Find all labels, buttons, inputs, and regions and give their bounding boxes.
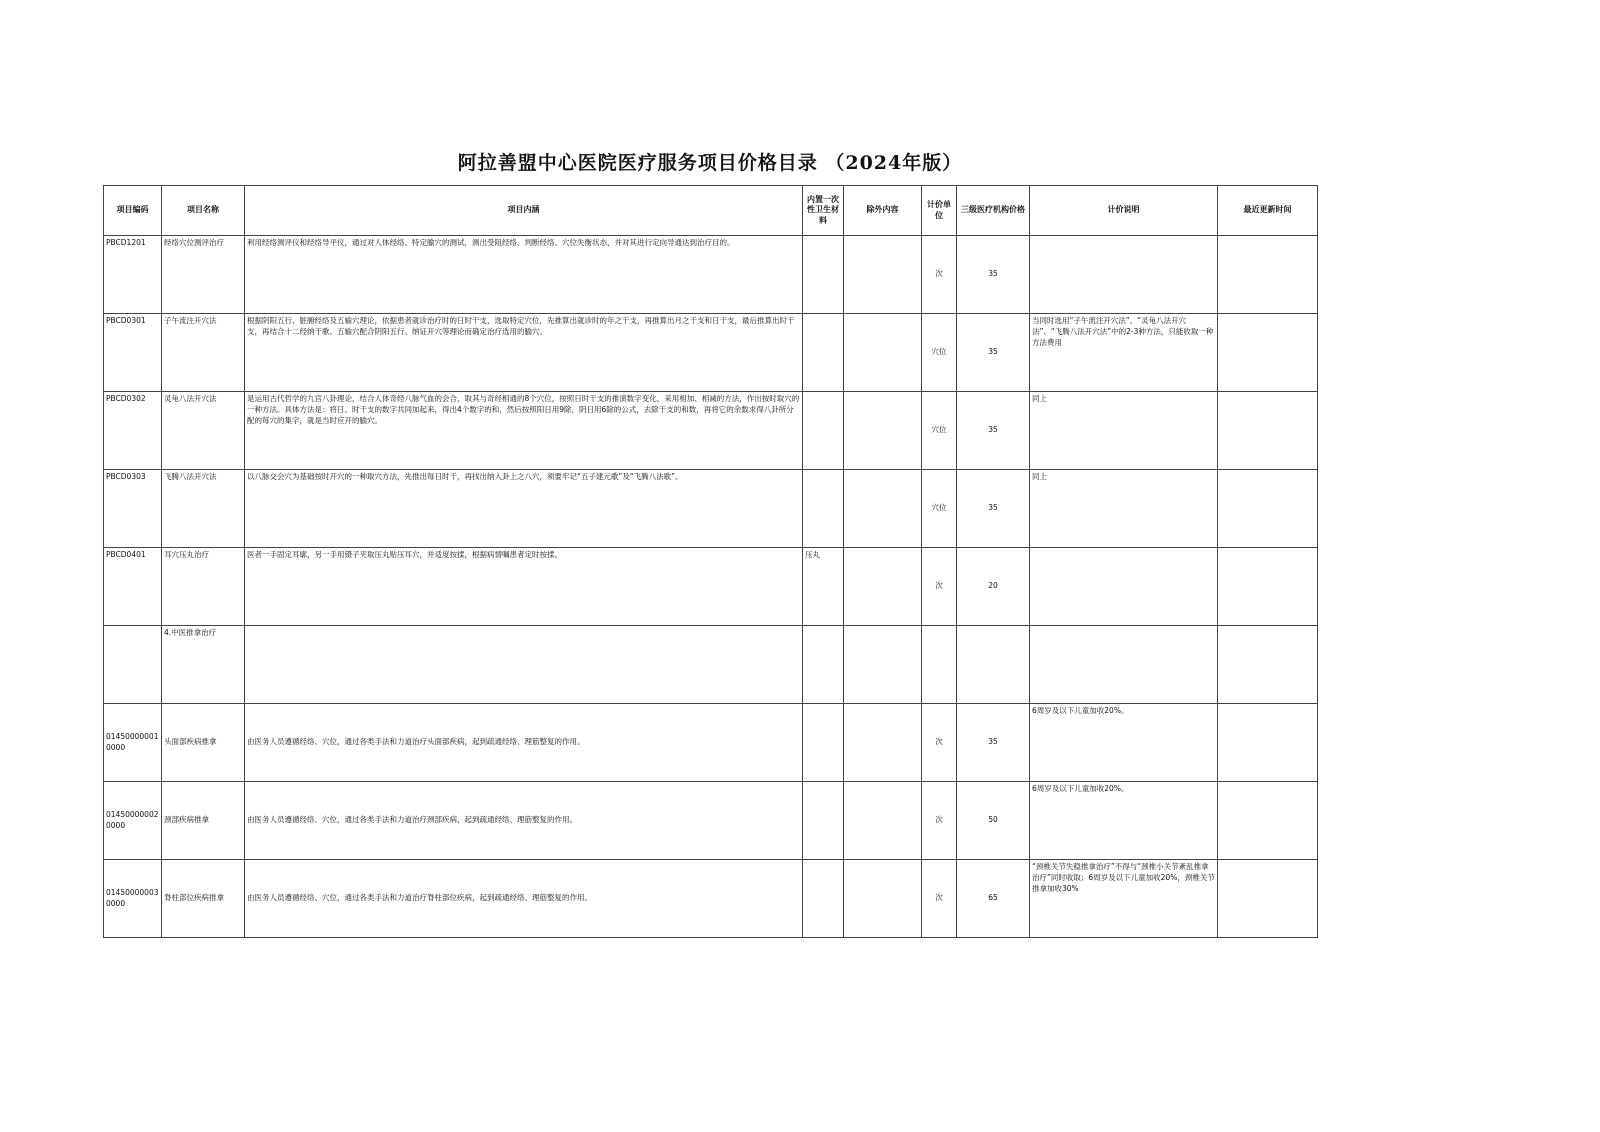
cell-code	[104, 626, 162, 704]
cell-name: 子午流注开穴法	[162, 314, 245, 392]
table-row	[104, 548, 1318, 626]
column-header-price: 三级医疗机构价格	[957, 186, 1030, 236]
table-row	[104, 860, 1318, 938]
cell-price: 35	[957, 314, 1030, 392]
cell-excluded	[844, 626, 922, 704]
column-header-name: 项目名称	[162, 186, 245, 236]
cell-price: 35	[957, 704, 1030, 782]
cell-note: “颈椎关节失稳推拿治疗”不得与“颈椎小关节紊乱推拿治疗”同时收取；6周岁及以下儿童加收20%，颈椎关节推拿加收30%	[1030, 860, 1218, 938]
cell-unit	[922, 626, 957, 704]
cell-content: 以八脉交会穴为基础按时开穴的一种取穴方法，先推出每日时干，再找出纳入卦上之八穴，须要牢记“五子建元歌”及“飞腾八法歌”。	[245, 470, 803, 548]
cell-name: 耳穴压丸治疗	[162, 548, 245, 626]
cell-code: PBCD0303	[104, 470, 162, 548]
cell-note	[1030, 548, 1218, 626]
cell-note	[1030, 236, 1218, 314]
cell-content: 利用经络测评仪和经络导平仪，通过对人体经络、特定腧穴的测试，测出受阻经络、判断经络、穴位失衡状态，并对其进行定向导通达到治疗目的。	[245, 236, 803, 314]
table-row-section	[104, 626, 1318, 704]
cell-note: 同上	[1030, 470, 1218, 548]
cell-name: 颈部疾病推拿	[162, 782, 245, 860]
cell-unit: 穴位	[922, 314, 957, 392]
cell-updated	[1218, 470, 1318, 548]
cell-unit: 穴位	[922, 470, 957, 548]
cell-unit: 次	[922, 236, 957, 314]
cell-content: 医者一手固定耳廓，另一手用镊子夹取压丸贴压耳穴，并适度按揉，根据病情嘱患者定时按揉。	[245, 548, 803, 626]
column-header-updated: 最近更新时间	[1218, 186, 1318, 236]
table-row	[104, 236, 1318, 314]
cell-name: 经络穴位测评治疗	[162, 236, 245, 314]
cell-code: 014500000020000	[104, 782, 162, 860]
cell-excluded	[844, 314, 922, 392]
cell-content: 由医务人员遵循经络、穴位，通过各类手法和力道治疗脊柱部位疾病，起到疏通经络、理筋整复的作用。	[245, 860, 803, 938]
table-row	[104, 314, 1318, 392]
cell-content: 根据阴阳五行、脏腑经络及五输穴理论，依据患者就诊治疗时的日时干支，选取特定穴位，先推算出就诊时的年之干支，再推算出月之干支和日干支，最后推算出时干支，再结合十二经纳干歌、五输穴配合阴阳五行、纳证开穴等理论而确定治疗选用的腧穴。	[245, 314, 803, 392]
cell-updated	[1218, 704, 1318, 782]
cell-name: 灵龟八法开穴法	[162, 392, 245, 470]
cell-price: 35	[957, 470, 1030, 548]
cell-material	[803, 860, 844, 938]
cell-excluded	[844, 392, 922, 470]
cell-updated	[1218, 236, 1318, 314]
cell-excluded	[844, 704, 922, 782]
cell-material	[803, 626, 844, 704]
cell-unit: 次	[922, 704, 957, 782]
page-title: 阿拉善盟中心医院医疗服务项目价格目录 （2024年版）	[457, 152, 963, 174]
cell-price: 35	[957, 236, 1030, 314]
cell-content: 由医务人员遵循经络、穴位，通过各类手法和力道治疗颈部疾病，起到疏通经络、理筋整复的作用。	[245, 782, 803, 860]
cell-note: 同上	[1030, 392, 1218, 470]
cell-material	[803, 782, 844, 860]
cell-excluded	[844, 470, 922, 548]
cell-material	[803, 704, 844, 782]
table-row	[104, 782, 1318, 860]
cell-code: 014500000030000	[104, 860, 162, 938]
cell-material	[803, 236, 844, 314]
cell-content: 由医务人员遵循经络、穴位，通过各类手法和力道治疗头面部疾病，起到疏通经络、理筋整复的作用。	[245, 704, 803, 782]
cell-code: PBCD1201	[104, 236, 162, 314]
cell-code: PBCD0301	[104, 314, 162, 392]
cell-name: 飞腾八法开穴法	[162, 470, 245, 548]
table-row	[104, 470, 1318, 548]
cell-price: 20	[957, 548, 1030, 626]
cell-code: PBCD0401	[104, 548, 162, 626]
table-header-row	[104, 186, 1318, 236]
cell-updated	[1218, 782, 1318, 860]
cell-price: 65	[957, 860, 1030, 938]
price-table	[103, 185, 1318, 938]
cell-name: 头面部疾病推拿	[162, 704, 245, 782]
cell-updated	[1218, 626, 1318, 704]
column-header-content: 项目内涵	[245, 186, 803, 236]
cell-note	[1030, 626, 1218, 704]
cell-price: 35	[957, 392, 1030, 470]
cell-updated	[1218, 860, 1318, 938]
cell-content	[245, 626, 803, 704]
cell-note: 当同时选用“子午流注开穴法”、“灵龟八法开穴法”、“飞腾八法开穴法”中的2-3种方法，只能收取一种方法费用	[1030, 314, 1218, 392]
cell-updated	[1218, 314, 1318, 392]
cell-note: 6周岁及以下儿童加收20%。	[1030, 782, 1218, 860]
cell-name: 脊柱部位疾病推拿	[162, 860, 245, 938]
cell-excluded	[844, 236, 922, 314]
table-row	[104, 704, 1318, 782]
column-header-material: 内置一次性卫生材料	[803, 186, 844, 236]
cell-updated	[1218, 392, 1318, 470]
cell-excluded	[844, 548, 922, 626]
cell-name: 4.中医推拿治疗	[162, 626, 245, 704]
cell-unit: 次	[922, 860, 957, 938]
cell-material: 压丸	[803, 548, 844, 626]
cell-excluded	[844, 860, 922, 938]
cell-code: PBCD0302	[104, 392, 162, 470]
cell-unit: 次	[922, 782, 957, 860]
cell-content: 是运用古代哲学的九宫八卦理论，结合人体奇经八脉气血的会合，取其与奇经相通的8个穴位，按照日时干支的推演数字变化，采用相加、相减的方法，作出按时取穴的一种方法。具体方法是：将日、时干支的数字共同加起来，得出4个数字的和，然后按照阳日用9除，阴日用6除的公式，去除干支的和数，再将它的余数求得八卦所分配的每穴的集字，就是当时应开的腧穴。	[245, 392, 803, 470]
column-header-code: 项目编码	[104, 186, 162, 236]
cell-updated	[1218, 548, 1318, 626]
cell-material	[803, 392, 844, 470]
table-row	[104, 392, 1318, 470]
cell-price: 50	[957, 782, 1030, 860]
cell-material	[803, 314, 844, 392]
cell-price	[957, 626, 1030, 704]
column-header-excluded: 除外内容	[844, 186, 922, 236]
column-header-note: 计价说明	[1030, 186, 1218, 236]
cell-excluded	[844, 782, 922, 860]
cell-unit: 次	[922, 548, 957, 626]
column-header-unit: 计价单位	[922, 186, 957, 236]
cell-material	[803, 470, 844, 548]
cell-code: 014500000010000	[104, 704, 162, 782]
cell-note: 6周岁及以下儿童加收20%。	[1030, 704, 1218, 782]
cell-unit: 穴位	[922, 392, 957, 470]
